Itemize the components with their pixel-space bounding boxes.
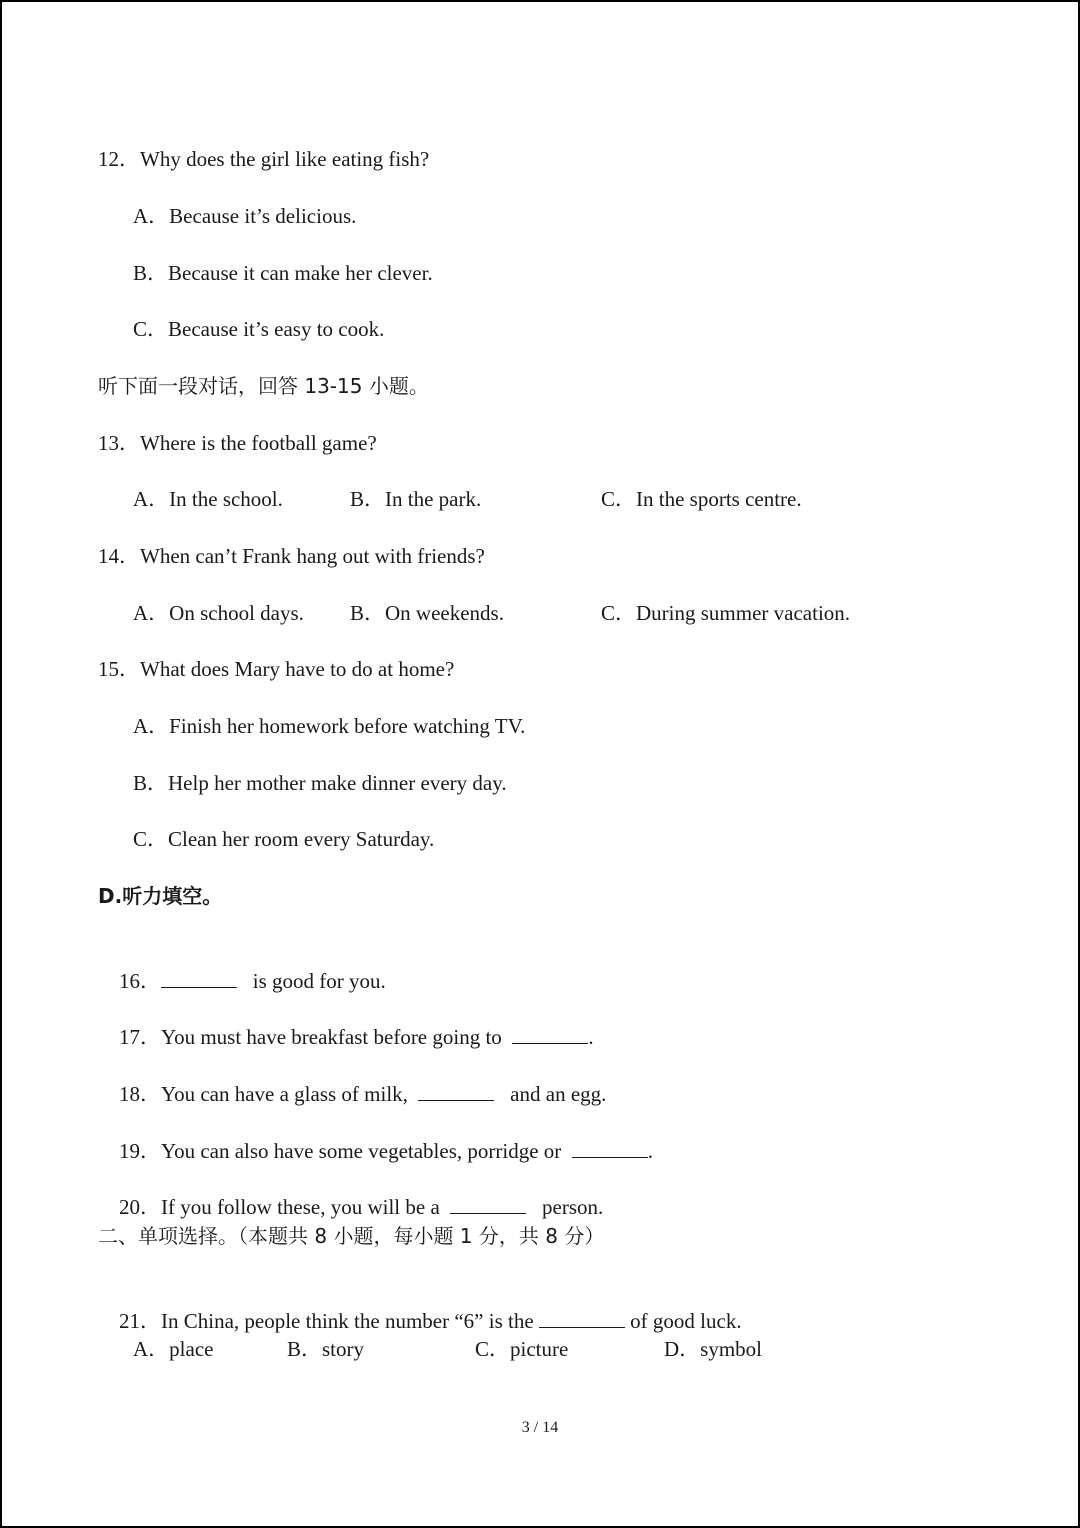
question-21-text: 21．In China, people think the number “6” is the xyxy=(119,1309,534,1333)
question-15-option-b: B．Help her mother make dinner every day. xyxy=(133,771,507,795)
question-15-option-a: A．Finish her homework before watching TV. xyxy=(133,714,526,738)
question-12-option-c: C．Because it’s easy to cook. xyxy=(133,317,385,341)
section-d-heading: D.听力填空。 xyxy=(98,884,223,908)
question-17-text: 17．You must have breakfast before going to xyxy=(119,1025,502,1049)
question-20-end: person. xyxy=(542,1195,604,1219)
question-13-option-c: C．In the sports centre. xyxy=(601,487,802,511)
question-21-option-a: A．place xyxy=(133,1337,214,1361)
question-14-option-a: A．On school days. xyxy=(133,601,304,625)
question-19-text: 19．You can also have some vegetables, porridge or xyxy=(119,1139,562,1163)
question-21-end: of good luck. xyxy=(630,1309,742,1333)
question-16-number: 16． xyxy=(119,969,161,993)
question-21-option-d: D．symbol xyxy=(664,1337,763,1361)
answer-blank[interactable] xyxy=(539,1311,625,1328)
question-19-end: . xyxy=(647,1139,654,1163)
page-number: 3 / 14 xyxy=(521,1419,559,1436)
question-18-text: 18．You can have a glass of milk, xyxy=(119,1082,408,1106)
answer-blank[interactable] xyxy=(512,1027,588,1044)
question-15-stem: 15．What does Mary have to do at home? xyxy=(98,657,455,681)
answer-blank[interactable] xyxy=(161,971,237,988)
question-12-stem: 12．Why does the girl like eating fish? xyxy=(98,147,430,171)
question-21-option-c: C．picture xyxy=(475,1337,569,1361)
question-21-option-b: B．story xyxy=(287,1337,365,1361)
question-17-end: . xyxy=(588,1025,594,1049)
section-13-15-heading: 听下面一段对话，回答 13-15 小题。 xyxy=(98,374,429,398)
question-14-option-c: C．During summer vacation. xyxy=(601,601,851,625)
question-16-text: is good for you. xyxy=(252,969,386,993)
question-20-text: 20．If you follow these, you will be a xyxy=(119,1195,440,1219)
question-13-stem: 13．Where is the football game? xyxy=(98,431,377,455)
question-14-stem: 14．When can’t Frank hang out with friends? xyxy=(98,544,485,568)
answer-blank[interactable] xyxy=(450,1197,526,1214)
question-15-option-c: C．Clean her room every Saturday. xyxy=(133,827,435,851)
question-18-end: and an egg. xyxy=(510,1082,607,1106)
question-13-option-b: B．In the park. xyxy=(350,487,482,511)
answer-blank[interactable] xyxy=(418,1084,494,1101)
section-2-heading: 二、单项选择。（本题共 8 小题，每小题 1 分，共 8 分） xyxy=(98,1224,605,1248)
question-12-option-a: A．Because it’s delicious. xyxy=(133,204,357,228)
question-14-option-b: B．On weekends. xyxy=(350,601,504,625)
answer-blank[interactable] xyxy=(572,1141,648,1158)
question-13-option-a: A．In the school. xyxy=(133,487,283,511)
question-12-option-b: B．Because it can make her clever. xyxy=(133,261,433,285)
